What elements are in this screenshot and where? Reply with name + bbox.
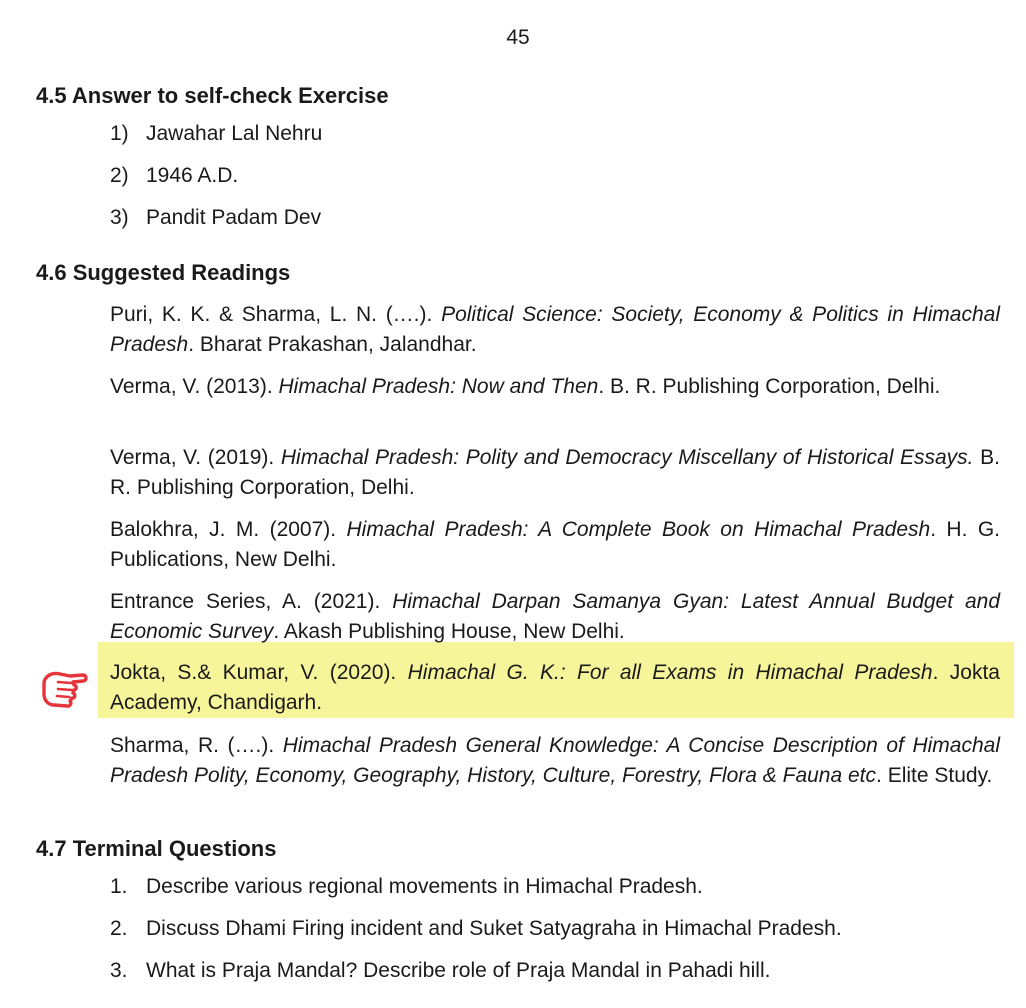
item-text: Pandit Padam Dev [146,206,322,229]
reference-title: Himachal Pradesh: A Complete Book on Himachal Pradesh [346,518,931,541]
reference-author: Jokta, S.& Kumar, V. (2020). [110,661,408,684]
reference-author: Verma, V. (2019). [110,446,281,469]
item-text: Jawahar Lal Nehru [146,122,323,145]
item-number: 2) [110,164,129,187]
reference-entry [110,300,1000,360]
item-number: 3) [110,206,129,229]
reference-title: Himachal Pradesh General Knowledge: A Concise Description of Himachal Pradesh Polity, Economy, Geography, History, Culture, Forestry, Flora & Fauna etc [110,734,1000,787]
reference-publisher: . Akash Publishing House, New Delhi. [273,620,625,643]
item-number: 1) [110,122,129,145]
answer-item [110,206,321,230]
reference-publisher: B. R. Publishing Corporation, Delhi. [110,446,1001,499]
item-text: Discuss Dhami Firing incident and Suket Satyagraha in Himachal Pradesh. [146,917,842,940]
question-item [110,917,842,941]
reference-entry [110,587,1000,647]
item-text: Describe various regional movements in Himachal Pradesh. [146,875,703,898]
reference-author: Entrance Series, A. (2021). [110,590,393,613]
reference-publisher: . Elite Study. [876,764,993,787]
section-heading-terminal: 4.7 Terminal Questions [36,836,277,861]
item-text: What is Praja Mandal? Describe role of Praja Mandal in Pahadi hill. [146,959,771,982]
item-number: 3. [110,959,128,982]
item-text: 1946 A.D. [146,164,239,187]
reference-publisher: . B. R. Publishing Corporation, Delhi. [598,375,941,398]
section-heading-answers: 4.5 Answer to self-check Exercise [36,83,389,108]
reference-author: Verma, V. (2013). [110,375,279,398]
answer-item [110,122,322,146]
reference-title: Himachal Pradesh: Polity and Democracy Miscellany of Historical Essays. [280,446,974,469]
reference-publisher: . Jokta Academy, Chandigarh. [110,661,1000,714]
reference-entry-highlighted [110,658,1000,718]
reference-publisher: . H. G. Publications, New Delhi. [110,518,1000,571]
reference-title: Political Science: Society, Economy & Politics in Himachal Pradesh [110,303,1000,356]
reference-author: Sharma, R. (….). [110,734,283,757]
reference-title: Himachal G. K.: For all Exams in Himachal Pradesh [407,661,933,684]
reference-title: Himachal Darpan Samanya Gyan: Latest Annual Budget and Economic Survey [110,590,1001,643]
reference-entry [110,731,1000,791]
reference-title: Himachal Pradesh: Now and Then [278,375,599,398]
reference-entry [110,372,1000,402]
page-number: 45 [506,26,530,49]
question-item [110,875,703,899]
reference-author: Puri, K. K. & Sharma, L. N. (….). [110,303,442,326]
reference-publisher: . Bharat Prakashan, Jalandhar. [188,333,477,356]
item-number: 2. [110,917,128,940]
reference-author: Balokhra, J. M. (2007). [110,518,347,541]
item-number: 1. [110,875,128,898]
reference-entry [110,515,1000,575]
pointing-hand-icon [40,664,88,710]
section-heading-readings: 4.6 Suggested Readings [36,260,291,285]
answer-item [110,164,238,188]
reference-entry [110,443,1000,503]
question-item [110,959,770,983]
